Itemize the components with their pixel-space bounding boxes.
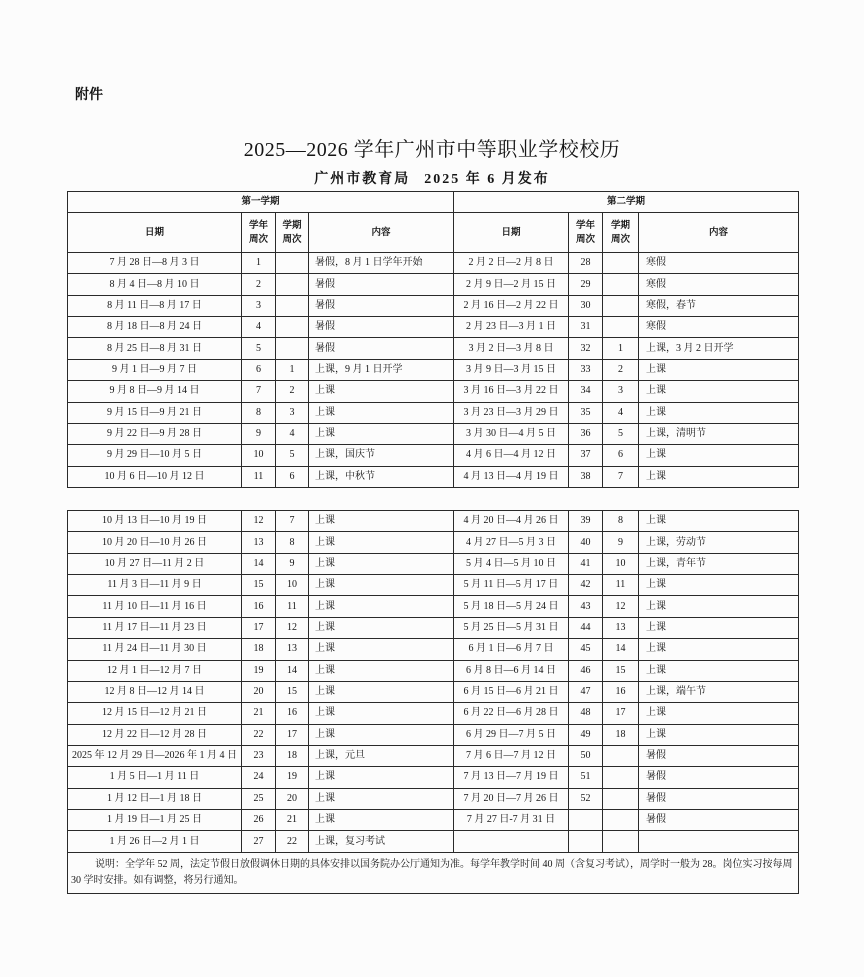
s2-date-cell: 7 月 13 日—7 月 19 日 xyxy=(454,767,569,788)
s2-date-cell: 3 月 2 日—3 月 8 日 xyxy=(454,338,569,359)
s2-term-week-cell: 11 xyxy=(603,575,639,596)
s2-content-cell: 上课 xyxy=(639,703,799,724)
s1-content-cell: 上课 xyxy=(309,724,454,745)
s1-year-week-cell: 25 xyxy=(242,788,276,809)
table-row xyxy=(68,596,799,617)
s2-content-cell: 上课，端午节 xyxy=(639,681,799,702)
s2-year-week-cell: 41 xyxy=(569,553,603,574)
s2-year-week-cell: 48 xyxy=(569,703,603,724)
s2-term-week-cell: 14 xyxy=(603,639,639,660)
s2-term-week-cell: 10 xyxy=(603,553,639,574)
s1-content-cell: 上课 xyxy=(309,617,454,638)
s1-content-cell: 上课 xyxy=(309,553,454,574)
s1-content-cell: 上课 xyxy=(309,575,454,596)
s1-date-cell: 8 月 11 日—8 月 17 日 xyxy=(68,295,242,316)
s1-date-cell: 12 月 22 日—12 月 28 日 xyxy=(68,724,242,745)
s1-date-cell: 9 月 29 日—10 月 5 日 xyxy=(68,445,242,466)
s2-term-week-cell: 2 xyxy=(603,359,639,380)
s1-year-week-cell: 4 xyxy=(242,317,276,338)
s1-content-cell: 上课 xyxy=(309,681,454,702)
s1-term-week-cell: 17 xyxy=(276,724,309,745)
table-row xyxy=(68,445,799,466)
s2-year-week-cell: 31 xyxy=(569,317,603,338)
s1-term-week-cell: 21 xyxy=(276,810,309,831)
publish-date: 2025 年 6 月发布 xyxy=(424,172,550,187)
s2-content-cell: 上课 xyxy=(639,639,799,660)
s2-content-cell: 上课，青年节 xyxy=(639,553,799,574)
s1-year-week-cell: 17 xyxy=(242,617,276,638)
s2-content-cell: 寒假 xyxy=(639,317,799,338)
s2-term-week-header: 学期 周次 xyxy=(603,213,639,253)
s1-year-week-cell: 10 xyxy=(242,445,276,466)
s2-date-cell: 6 月 15 日—6 月 21 日 xyxy=(454,681,569,702)
s2-content-cell: 上课，劳动节 xyxy=(639,532,799,553)
s2-term-week-cell: 13 xyxy=(603,617,639,638)
table-footer xyxy=(68,852,799,893)
s2-year-week-cell: 43 xyxy=(569,596,603,617)
s1-year-week-cell: 11 xyxy=(242,466,276,487)
s2-year-week-cell xyxy=(569,810,603,831)
s2-date-cell: 7 月 27 日-7 月 31 日 xyxy=(454,810,569,831)
s2-content-cell: 寒假 xyxy=(639,253,799,274)
s1-date-cell: 1 月 5 日—1 月 11 日 xyxy=(68,767,242,788)
s2-date-cell: 6 月 8 日—6 月 14 日 xyxy=(454,660,569,681)
s1-content-cell: 暑假 xyxy=(309,338,454,359)
s1-content-cell: 暑假 xyxy=(309,317,454,338)
s2-content-cell: 暑假 xyxy=(639,810,799,831)
s2-date-cell: 5 月 11 日—5 月 17 日 xyxy=(454,575,569,596)
s2-date-cell: 7 月 20 日—7 月 26 日 xyxy=(454,788,569,809)
s2-content-cell: 上课 xyxy=(639,724,799,745)
s1-content-cell: 上课 xyxy=(309,381,454,402)
s1-term-week-cell: 19 xyxy=(276,767,309,788)
s1-date-cell: 9 月 15 日—9 月 21 日 xyxy=(68,402,242,423)
s2-content-cell: 寒假，春节 xyxy=(639,295,799,316)
s1-year-week-cell: 3 xyxy=(242,295,276,316)
s1-year-week-cell: 21 xyxy=(242,703,276,724)
s1-year-week-cell: 26 xyxy=(242,810,276,831)
s2-term-week-cell xyxy=(603,810,639,831)
calendar-table-part1 xyxy=(67,191,799,488)
s1-year-week-cell: 19 xyxy=(242,660,276,681)
s2-content-cell: 上课，3 月 2 日开学 xyxy=(639,338,799,359)
s1-date-cell: 2025 年 12 月 29 日—2026 年 1 月 4 日 xyxy=(68,745,242,766)
issuer: 广州市教育局 xyxy=(314,172,411,187)
s1-content-cell: 上课，9 月 1 日开学 xyxy=(309,359,454,380)
s1-term-week-cell: 4 xyxy=(276,423,309,444)
s1-date-cell: 10 月 13 日—10 月 19 日 xyxy=(68,511,242,532)
s2-content-cell: 上课 xyxy=(639,575,799,596)
s2-date-cell: 3 月 9 日—3 月 15 日 xyxy=(454,359,569,380)
s1-date-cell: 12 月 1 日—12 月 7 日 xyxy=(68,660,242,681)
s1-date-cell: 9 月 1 日—9 月 7 日 xyxy=(68,359,242,380)
s2-term-week-cell: 4 xyxy=(603,402,639,423)
s1-date-cell: 10 月 20 日—10 月 26 日 xyxy=(68,532,242,553)
s2-year-week-cell: 28 xyxy=(569,253,603,274)
s1-year-week-cell: 6 xyxy=(242,359,276,380)
s1-term-week-cell: 2 xyxy=(276,381,309,402)
s1-term-week-cell xyxy=(276,338,309,359)
s1-date-cell: 9 月 22 日—9 月 28 日 xyxy=(68,423,242,444)
s1-term-week-cell: 14 xyxy=(276,660,309,681)
s2-content-cell xyxy=(639,831,799,852)
s1-term-week-cell xyxy=(276,253,309,274)
s1-year-week-cell: 16 xyxy=(242,596,276,617)
s2-term-week-cell: 12 xyxy=(603,596,639,617)
s2-date-cell: 4 月 13 日—4 月 19 日 xyxy=(454,466,569,487)
s1-year-week-cell: 18 xyxy=(242,639,276,660)
table-row xyxy=(68,788,799,809)
s1-year-week-cell: 7 xyxy=(242,381,276,402)
s1-term-week-cell: 16 xyxy=(276,703,309,724)
s1-date-cell: 8 月 25 日—8 月 31 日 xyxy=(68,338,242,359)
s1-date-cell: 1 月 12 日—1 月 18 日 xyxy=(68,788,242,809)
s2-year-week-cell: 37 xyxy=(569,445,603,466)
s2-year-week-cell: 52 xyxy=(569,788,603,809)
s2-term-week-cell: 8 xyxy=(603,511,639,532)
s1-year-week-header: 学年 周次 xyxy=(242,213,276,253)
s1-term-week-cell: 3 xyxy=(276,402,309,423)
s2-date-cell: 6 月 22 日—6 月 28 日 xyxy=(454,703,569,724)
s1-content-cell: 上课，复习考试 xyxy=(309,831,454,852)
s1-content-cell: 上课 xyxy=(309,767,454,788)
s2-term-week-cell xyxy=(603,274,639,295)
s2-content-cell: 寒假 xyxy=(639,274,799,295)
table-row xyxy=(68,575,799,596)
s2-year-week-cell: 47 xyxy=(569,681,603,702)
s2-content-cell: 上课 xyxy=(639,445,799,466)
s2-year-week-header: 学年 周次 xyxy=(569,213,603,253)
table-row xyxy=(68,745,799,766)
table-row xyxy=(68,724,799,745)
s1-term-week-cell: 18 xyxy=(276,745,309,766)
table-row xyxy=(68,767,799,788)
s2-term-week-cell xyxy=(603,295,639,316)
s1-term-week-cell: 5 xyxy=(276,445,309,466)
table-row xyxy=(68,423,799,444)
s1-term-week-cell: 15 xyxy=(276,681,309,702)
table-row xyxy=(68,359,799,380)
table-row xyxy=(68,660,799,681)
s1-term-week-cell: 6 xyxy=(276,466,309,487)
table-row xyxy=(68,553,799,574)
s1-date-cell: 12 月 15 日—12 月 21 日 xyxy=(68,703,242,724)
s1-term-week-cell xyxy=(276,317,309,338)
s2-year-week-cell: 42 xyxy=(569,575,603,596)
table-row xyxy=(68,295,799,316)
s1-year-week-cell: 24 xyxy=(242,767,276,788)
s1-date-cell: 10 月 6 日—10 月 12 日 xyxy=(68,466,242,487)
semester1-header: 第一学期 xyxy=(68,192,454,213)
s1-year-week-cell: 8 xyxy=(242,402,276,423)
s1-term-week-header: 学期 周次 xyxy=(276,213,309,253)
s1-content-cell: 上课 xyxy=(309,402,454,423)
semester-header-row xyxy=(68,192,799,213)
s1-date-cell: 1 月 26 日—2 月 1 日 xyxy=(68,831,242,852)
s1-term-week-cell: 20 xyxy=(276,788,309,809)
s1-date-cell: 11 月 24 日—11 月 30 日 xyxy=(68,639,242,660)
explanatory-note: 说明：全学年 52 周，法定节假日放假调休日期的具体安排以国务院办公厅通知为准。每学年教学时间 40 周（含复习考试），周学时一般为 28。岗位实习按每周 30 学时安排。如有调整，将另行通知。 xyxy=(68,852,799,893)
s2-content-cell: 上课 xyxy=(639,466,799,487)
s2-date-cell: 2 月 2 日—2 月 8 日 xyxy=(454,253,569,274)
s1-content-cell: 上课 xyxy=(309,639,454,660)
s2-date-cell: 3 月 30 日—4 月 5 日 xyxy=(454,423,569,444)
s1-content-cell: 暑假 xyxy=(309,295,454,316)
s2-term-week-cell: 7 xyxy=(603,466,639,487)
s2-term-week-cell xyxy=(603,788,639,809)
note-row xyxy=(68,852,799,893)
s2-year-week-cell: 46 xyxy=(569,660,603,681)
s2-content-cell: 上课 xyxy=(639,596,799,617)
s2-date-cell: 3 月 16 日—3 月 22 日 xyxy=(454,381,569,402)
s2-date-cell: 3 月 23 日—3 月 29 日 xyxy=(454,402,569,423)
s1-term-week-cell: 12 xyxy=(276,617,309,638)
s2-term-week-cell: 5 xyxy=(603,423,639,444)
table-row xyxy=(68,511,799,532)
s1-term-week-cell: 22 xyxy=(276,831,309,852)
s2-term-week-cell: 15 xyxy=(603,660,639,681)
s1-content-cell: 上课，中秋节 xyxy=(309,466,454,487)
s1-year-week-cell: 14 xyxy=(242,553,276,574)
s1-date-cell: 8 月 4 日—8 月 10 日 xyxy=(68,274,242,295)
s2-year-week-cell: 39 xyxy=(569,511,603,532)
table-row xyxy=(68,317,799,338)
s2-year-week-cell: 29 xyxy=(569,274,603,295)
column-header-row xyxy=(68,213,799,253)
s1-date-cell: 11 月 10 日—11 月 16 日 xyxy=(68,596,242,617)
s2-year-week-cell: 30 xyxy=(569,295,603,316)
s1-content-cell: 上课，国庆节 xyxy=(309,445,454,466)
s1-content-cell: 上课 xyxy=(309,423,454,444)
s1-date-cell: 10 月 27 日—11 月 2 日 xyxy=(68,553,242,574)
s2-term-week-cell xyxy=(603,767,639,788)
s1-content-cell: 上课 xyxy=(309,660,454,681)
s1-date-cell: 7 月 28 日—8 月 3 日 xyxy=(68,253,242,274)
s1-term-week-cell: 8 xyxy=(276,532,309,553)
table-row xyxy=(68,466,799,487)
s1-year-week-cell: 9 xyxy=(242,423,276,444)
s2-content-cell: 上课 xyxy=(639,359,799,380)
s1-date-header: 日期 xyxy=(68,213,242,253)
table-row xyxy=(68,338,799,359)
s2-content-cell: 上课，清明节 xyxy=(639,423,799,444)
subtitle xyxy=(0,171,864,189)
s1-year-week-cell: 22 xyxy=(242,724,276,745)
table-row xyxy=(68,253,799,274)
s1-content-header: 内容 xyxy=(309,213,454,253)
table-body xyxy=(68,511,799,853)
s1-term-week-cell xyxy=(276,295,309,316)
s2-year-week-cell: 40 xyxy=(569,532,603,553)
s2-content-cell: 上课 xyxy=(639,660,799,681)
s1-content-cell: 上课 xyxy=(309,788,454,809)
s2-term-week-cell xyxy=(603,831,639,852)
s2-year-week-cell: 33 xyxy=(569,359,603,380)
s2-year-week-cell: 51 xyxy=(569,767,603,788)
s1-year-week-cell: 1 xyxy=(242,253,276,274)
table-row xyxy=(68,681,799,702)
s2-date-cell: 5 月 18 日—5 月 24 日 xyxy=(454,596,569,617)
s2-year-week-cell: 45 xyxy=(569,639,603,660)
s1-content-cell: 上课 xyxy=(309,703,454,724)
s2-year-week-cell: 38 xyxy=(569,466,603,487)
s2-date-cell: 5 月 25 日—5 月 31 日 xyxy=(454,617,569,638)
table-body xyxy=(68,253,799,488)
s1-year-week-cell: 13 xyxy=(242,532,276,553)
table-row xyxy=(68,703,799,724)
s2-content-cell: 暑假 xyxy=(639,745,799,766)
s1-year-week-cell: 23 xyxy=(242,745,276,766)
s1-year-week-cell: 20 xyxy=(242,681,276,702)
s2-date-cell: 2 月 16 日—2 月 22 日 xyxy=(454,295,569,316)
table-row xyxy=(68,617,799,638)
s2-date-cell: 2 月 9 日—2 月 15 日 xyxy=(454,274,569,295)
s2-content-cell: 上课 xyxy=(639,381,799,402)
s2-date-cell: 4 月 27 日—5 月 3 日 xyxy=(454,532,569,553)
s2-date-cell: 6 月 29 日—7 月 5 日 xyxy=(454,724,569,745)
s2-date-cell: 5 月 4 日—5 月 10 日 xyxy=(454,553,569,574)
s1-year-week-cell: 2 xyxy=(242,274,276,295)
table-header xyxy=(68,192,799,253)
s1-date-cell: 1 月 19 日—1 月 25 日 xyxy=(68,810,242,831)
table-row xyxy=(68,402,799,423)
s2-term-week-cell: 1 xyxy=(603,338,639,359)
s2-year-week-cell: 49 xyxy=(569,724,603,745)
s1-content-cell: 上课 xyxy=(309,511,454,532)
s1-content-cell: 暑假，8 月 1 日学年开始 xyxy=(309,253,454,274)
s2-year-week-cell xyxy=(569,831,603,852)
s2-date-header: 日期 xyxy=(454,213,569,253)
s2-term-week-cell xyxy=(603,745,639,766)
s2-term-week-cell: 16 xyxy=(603,681,639,702)
s1-year-week-cell: 15 xyxy=(242,575,276,596)
s2-date-cell: 7 月 6 日—7 月 12 日 xyxy=(454,745,569,766)
s1-term-week-cell: 10 xyxy=(276,575,309,596)
s2-year-week-cell: 50 xyxy=(569,745,603,766)
s2-year-week-cell: 36 xyxy=(569,423,603,444)
table-row xyxy=(68,381,799,402)
s1-term-week-cell: 11 xyxy=(276,596,309,617)
s2-content-cell: 暑假 xyxy=(639,788,799,809)
s2-term-week-cell: 6 xyxy=(603,445,639,466)
s2-term-week-cell: 18 xyxy=(603,724,639,745)
s1-term-week-cell: 1 xyxy=(276,359,309,380)
document-title: 2025—2026 学年广州市中等职业学校校历 xyxy=(243,139,621,161)
s1-year-week-cell: 5 xyxy=(242,338,276,359)
s2-content-header: 内容 xyxy=(639,213,799,253)
s1-date-cell: 12 月 8 日—12 月 14 日 xyxy=(68,681,242,702)
s2-term-week-cell: 3 xyxy=(603,381,639,402)
s1-date-cell: 11 月 3 日—11 月 9 日 xyxy=(68,575,242,596)
s2-content-cell: 上课 xyxy=(639,617,799,638)
s2-term-week-cell xyxy=(603,317,639,338)
table-row xyxy=(68,532,799,553)
s2-term-week-cell: 17 xyxy=(603,703,639,724)
s2-term-week-cell xyxy=(603,253,639,274)
s2-year-week-cell: 32 xyxy=(569,338,603,359)
s1-date-cell: 8 月 18 日—8 月 24 日 xyxy=(68,317,242,338)
s1-content-cell: 上课 xyxy=(309,532,454,553)
table-row xyxy=(68,831,799,852)
calendar-table-part2 xyxy=(67,510,799,894)
table-row xyxy=(68,810,799,831)
s1-term-week-cell: 9 xyxy=(276,553,309,574)
s2-year-week-cell: 34 xyxy=(569,381,603,402)
s2-date-cell xyxy=(454,831,569,852)
s1-term-week-cell xyxy=(276,274,309,295)
s2-date-cell: 2 月 23 日—3 月 1 日 xyxy=(454,317,569,338)
s2-term-week-cell: 9 xyxy=(603,532,639,553)
s2-year-week-cell: 44 xyxy=(569,617,603,638)
s1-content-cell: 暑假 xyxy=(309,274,454,295)
s2-year-week-cell: 35 xyxy=(569,402,603,423)
s1-content-cell: 上课 xyxy=(309,596,454,617)
s2-content-cell: 上课 xyxy=(639,402,799,423)
semester2-header: 第二学期 xyxy=(454,192,799,213)
s2-content-cell: 暑假 xyxy=(639,767,799,788)
s2-date-cell: 4 月 20 日—4 月 26 日 xyxy=(454,511,569,532)
s1-date-cell: 9 月 8 日—9 月 14 日 xyxy=(68,381,242,402)
table-row xyxy=(68,274,799,295)
s1-content-cell: 上课，元旦 xyxy=(309,745,454,766)
s1-year-week-cell: 12 xyxy=(242,511,276,532)
s2-date-cell: 6 月 1 日—6 月 7 日 xyxy=(454,639,569,660)
s1-year-week-cell: 27 xyxy=(242,831,276,852)
s1-term-week-cell: 7 xyxy=(276,511,309,532)
s2-content-cell: 上课 xyxy=(639,511,799,532)
attachment-label: 附件 xyxy=(75,87,103,103)
s1-content-cell: 上课 xyxy=(309,810,454,831)
s2-date-cell: 4 月 6 日—4 月 12 日 xyxy=(454,445,569,466)
s1-term-week-cell: 13 xyxy=(276,639,309,660)
table-row xyxy=(68,639,799,660)
s1-date-cell: 11 月 17 日—11 月 23 日 xyxy=(68,617,242,638)
